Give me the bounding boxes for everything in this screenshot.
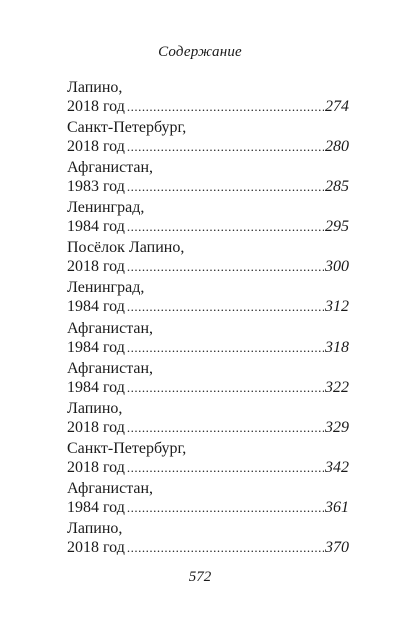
toc-entry-year: 1984 год [67, 378, 125, 396]
toc-entry-place: Лапино, [67, 79, 123, 96]
toc-entry-year: 2018 год [67, 458, 125, 476]
dot-leader [127, 97, 324, 117]
dot-leader [127, 137, 324, 157]
toc-entry-place: Афганистан, [67, 479, 154, 497]
toc-entry-year: 1984 год [67, 498, 125, 516]
running-header: Содержание [158, 44, 242, 60]
toc-entry-page-number: 312 [325, 298, 349, 316]
toc-entry [67, 118, 349, 158]
dot-leader [127, 177, 324, 197]
toc-entry-year: 1984 год [67, 298, 125, 316]
toc-entry [67, 439, 349, 479]
toc-entry-page-number: 361 [325, 498, 349, 516]
toc-entry-line [67, 418, 349, 438]
toc-entry-line [67, 137, 349, 157]
dot-leader [127, 217, 324, 237]
toc-entry-place: Афганистан, [67, 159, 154, 177]
toc-entry-page-number: 322 [325, 378, 349, 396]
toc-entry-year: 2018 год [67, 138, 125, 156]
toc-entry-year: 1984 год [67, 218, 125, 236]
toc-entry-line [67, 177, 349, 197]
toc-entry [67, 198, 349, 238]
toc-entry-year: 2018 год [67, 418, 125, 436]
toc-entry [67, 519, 349, 559]
toc-entry-page-number: 370 [325, 539, 349, 557]
toc-entry-page-number: 285 [325, 178, 349, 196]
toc-entry-page-number: 342 [325, 458, 349, 476]
toc-entry-place: Лапино, [67, 399, 123, 417]
toc-entry-place: Санкт-Петербург, [67, 119, 187, 137]
dot-leader [127, 418, 324, 438]
toc-entry-year: 1983 год [67, 178, 125, 196]
toc-entry-place: Санкт-Петербург, [67, 439, 187, 457]
dot-leader [127, 538, 324, 558]
toc-entry [67, 479, 349, 519]
toc-entry-place: Афганистан, [67, 359, 154, 377]
toc-entry-year: 2018 год [67, 539, 125, 557]
toc-entry-page-number: 300 [325, 258, 349, 276]
toc-entry [67, 399, 349, 439]
toc-entry-year: 2018 год [67, 258, 125, 276]
dot-leader [127, 257, 324, 277]
dot-leader [127, 338, 324, 358]
toc-entry [67, 158, 349, 198]
toc-entry [67, 238, 349, 278]
dot-leader [127, 378, 324, 398]
toc-entry-line [67, 538, 349, 558]
page-number: 572 [188, 569, 212, 585]
toc-entry-year: 1984 год [67, 338, 125, 356]
toc-entry [67, 319, 349, 359]
toc-entry-page-number: 318 [325, 338, 349, 356]
toc-entry-page-number: 295 [325, 218, 349, 236]
toc-entry-line [67, 338, 349, 358]
toc-entry-place: Ленинград, [67, 279, 145, 297]
toc-entry-place: Лапино, [67, 520, 123, 538]
toc-entry-place: Афганистан, [67, 319, 154, 337]
toc-entry-line [67, 217, 349, 237]
dot-leader [127, 498, 324, 518]
toc-entry-page-number: 274 [325, 98, 349, 115]
table-of-contents [67, 78, 349, 559]
toc-entry [67, 278, 349, 318]
toc-entry-year: 2018 год [67, 98, 125, 115]
toc-entry [67, 359, 349, 399]
toc-entry-line [67, 458, 349, 478]
toc-entry-place: Ленинград, [67, 199, 145, 217]
toc-entry-page-number: 329 [325, 418, 349, 436]
toc-entry-line [67, 297, 349, 317]
toc-entry-line [67, 97, 349, 117]
toc-entry-line [67, 257, 349, 277]
toc-entry-page-number: 280 [325, 138, 349, 156]
toc-entry-place: Посёлок Лапино, [67, 239, 185, 257]
toc-entry-line [67, 498, 349, 518]
toc-entry [67, 78, 349, 118]
dot-leader [127, 297, 324, 317]
dot-leader [127, 458, 324, 478]
toc-entry-line [67, 378, 349, 398]
